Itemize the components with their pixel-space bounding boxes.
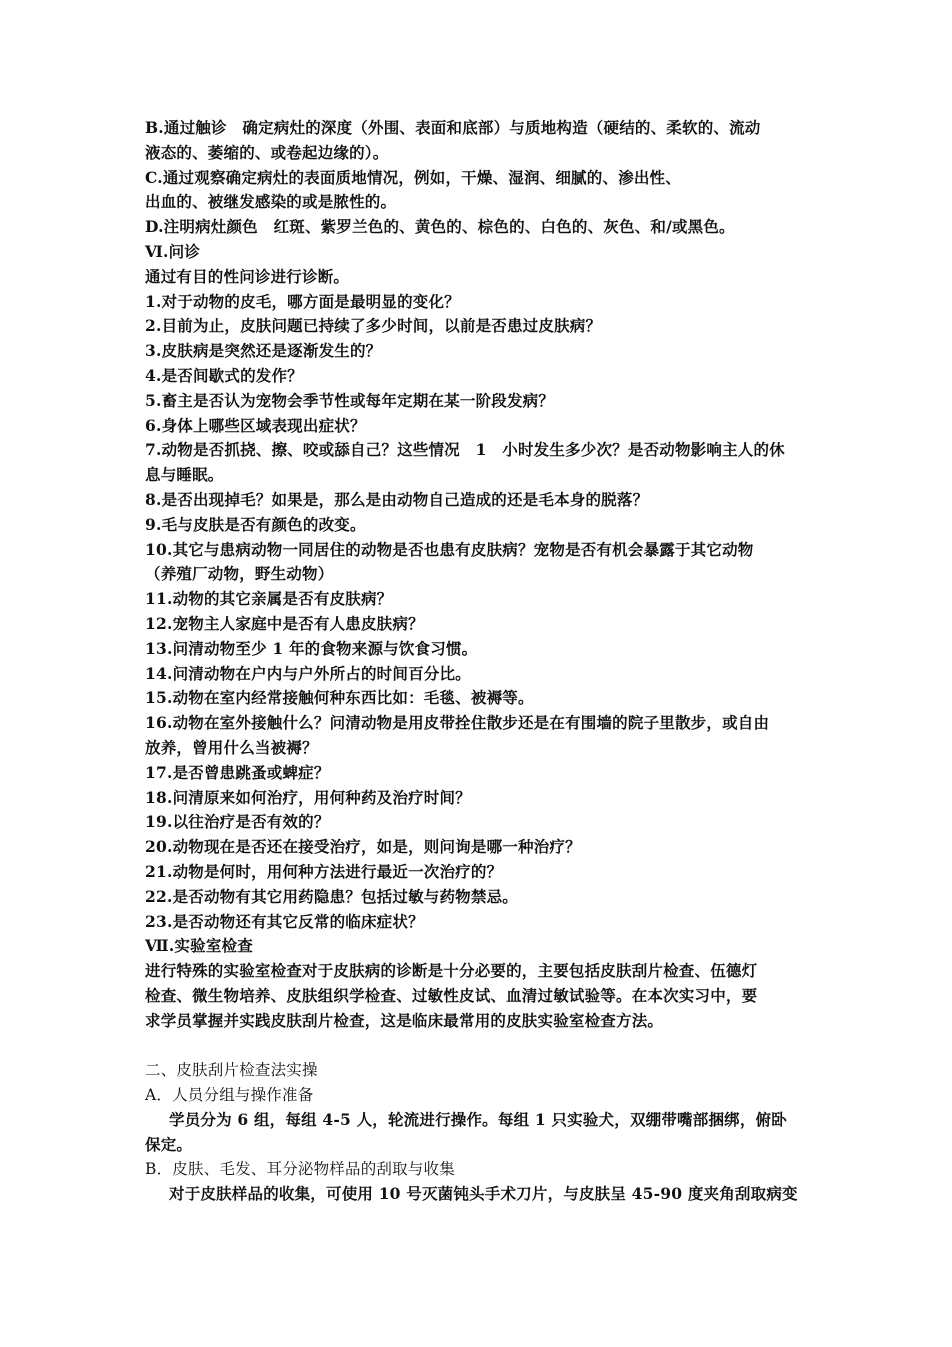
part-two-sub-a-line: 学员分为 6 组，每组 4-5 人，轮流进行操作。每组 1 只实验犬，双绷带嘴部捆绑，俯卧 <box>169 1109 787 1129</box>
question-item: 20.动物现在是否还在接受治疗，如是，则问询是哪一种治疗？ <box>145 837 581 857</box>
part-two-sub-b-line: 对于皮肤样品的收集，可使用 10 号灭菌钝头手术刀片，与皮肤呈 45-90 度夹角刮取病变 <box>169 1184 798 1204</box>
section-vii-paragraph-line: 求学员掌握并实践皮肤刮片检查，这是临床最常用的皮肤实验室检查方法。 <box>145 1010 664 1030</box>
question-item-continued: （养殖厂动物，野生动物） <box>145 564 334 584</box>
question-item: 8.是否出现掉毛？如果是，那么是由动物自己造成的还是毛本身的脱落？ <box>145 489 649 509</box>
section-b-line: B.通过触诊 确定病灶的深度（外围、表面和底部）与质地构造（硬结的、柔软的、流动 <box>145 118 761 137</box>
question-item: 22.是否动物有其它用药隐患？包括过敏与药物禁忌。 <box>145 886 518 906</box>
part-two-sub-a-heading: A．人员分组与操作准备 <box>145 1086 314 1105</box>
question-item: 16.动物在室外接触什么？问清动物是用皮带拴住散步还是在有围墙的院子里散步，或自由 <box>145 713 770 733</box>
section-vii-heading: Ⅶ.实验室检查 <box>145 936 253 956</box>
question-item: 4.是否间歇式的发作？ <box>145 365 303 385</box>
question-item: 2.目前为止，皮肤问题已持续了多少时间，以前是否患过皮肤病？ <box>145 316 602 336</box>
section-d-line: D.注明病灶颜色 红斑、紫罗兰色的、黄色的、棕色的、白色的、灰色、和/或黑色。 <box>145 217 735 237</box>
section-c-line: C.通过观察确定病灶的表面质地情况，例如，干燥、湿润、细腻的、渗出性、 <box>145 167 681 187</box>
section-vii-paragraph-line: 进行特殊的实验室检查对于皮肤病的诊断是十分必要的，主要包括皮肤刮片检查、伍德灯 <box>145 961 758 981</box>
question-item: 9.毛与皮肤是否有颜色的改变。 <box>145 514 366 534</box>
question-item: 12.宠物主人家庭中是否有人患皮肤病？ <box>145 613 424 633</box>
question-item: 3.皮肤病是突然还是逐渐发生的？ <box>145 341 382 361</box>
section-vi-heading: Ⅵ.问诊 <box>145 241 201 261</box>
question-item: 13.问清动物至少 1 年的食物来源与饮食习惯。 <box>145 638 478 658</box>
question-item-continued: 息与睡眠。 <box>145 465 224 485</box>
section-vii-paragraph-line: 检查、微生物培养、皮肤组织学检查、过敏性皮试、血清过敏试验等。在本次实习中，要 <box>145 985 758 1005</box>
question-item: 1.对于动物的皮毛，哪方面是最明显的变化？ <box>145 291 460 311</box>
question-item: 17.是否曾患跳蚤或蜱症？ <box>145 762 330 782</box>
section-c-line: 出血的、被继发感染的或是脓性的。 <box>145 192 397 212</box>
part-two-heading: 二、皮肤刮片检查法实操 <box>145 1061 318 1080</box>
section-vi-intro: 通过有目的性问诊进行诊断。 <box>145 266 350 286</box>
question-item: 14.问清动物在户内与户外所占的时间百分比。 <box>145 663 471 683</box>
question-item: 7.动物是否抓挠、擦、咬或舔自己？这些情况 1 小时发生多少次？是否动物影响主人的休 <box>145 440 785 460</box>
paragraph-spacer <box>145 1033 811 1058</box>
part-two-sub-a-line: 保定。 <box>145 1134 193 1154</box>
question-item: 19.以往治疗是否有效的？ <box>145 812 330 832</box>
question-item: 18.问清原来如何治疗，用何种药及治疗时间？ <box>145 787 471 807</box>
part-two-sub-b-heading: B．皮肤、毛发、耳分泌物样品的刮取与收集 <box>145 1160 455 1179</box>
question-item: 23.是否动物还有其它反常的临床症状？ <box>145 911 424 931</box>
question-item: 11.动物的其它亲属是否有皮肤病？ <box>145 589 393 609</box>
question-item-continued: 放养，曾用什么当被褥？ <box>145 737 318 757</box>
question-item: 5.畜主是否认为宠物会季节性或每年定期在某一阶段发病？ <box>145 390 555 410</box>
page-content <box>145 116 811 1207</box>
question-item: 6.身体上哪些区域表现出症状？ <box>145 415 366 435</box>
question-item: 15.动物在室内经常接触何种东西比如：毛毯、被褥等。 <box>145 688 534 708</box>
question-item: 10.其它与患病动物一同居住的动物是否也患有皮肤病？宠物是否有机会暴露于其它动物 <box>145 539 754 559</box>
section-b-line: 液态的、萎缩的、或卷起边缘的）。 <box>145 142 389 162</box>
question-item: 21.动物是何时，用何种方法进行最近一次治疗的？ <box>145 861 503 881</box>
